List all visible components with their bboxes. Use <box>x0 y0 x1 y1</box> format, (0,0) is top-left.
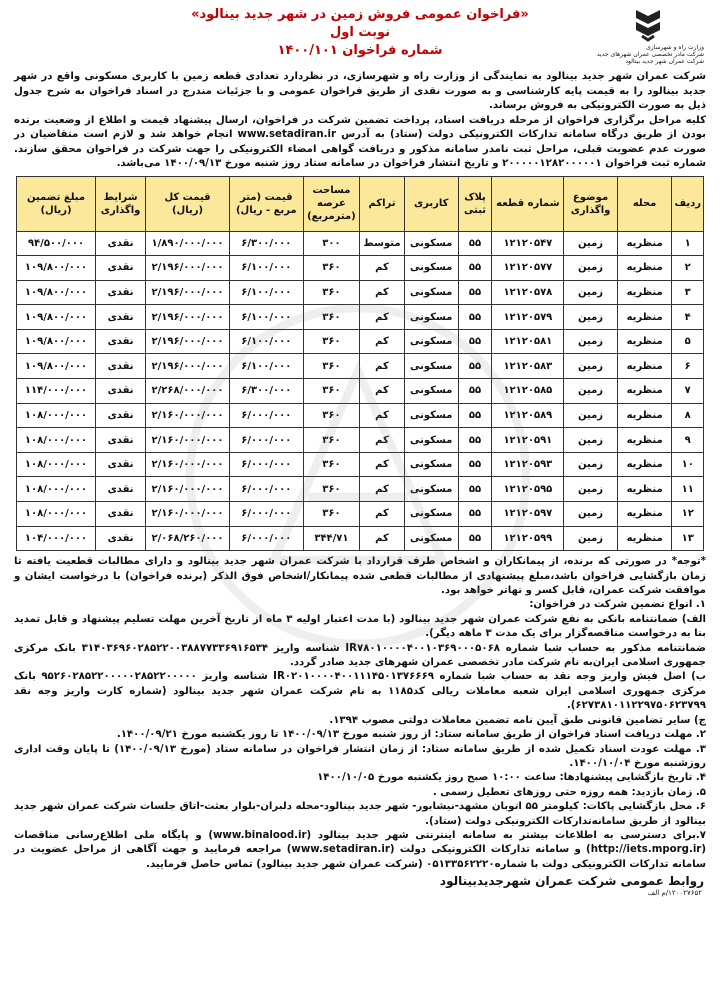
table-cell: کم <box>360 305 405 330</box>
table-cell: ۱۰۹/۸۰۰/۰۰۰ <box>17 329 96 354</box>
table-cell: ۲/۱۹۶/۰۰۰/۰۰۰ <box>146 329 230 354</box>
table-cell: ۱۲۱۲۰۵۸۳ <box>492 354 564 379</box>
logo-line-3: شرکت عمران شهر جدید بینالود <box>625 58 704 65</box>
table-cell: کم <box>360 452 405 477</box>
note-item: الف) ضمانتنامه بانکی به نفع شرکت عمران شهر جدید بینالود (با مدت اعتبار اولیه ۳ ماه از تاریخ آخرین مهلت تسلیم پیشنهاد و قابل تمدید بنا به درخواست مناقصه‌گزار برای یک مدت ۳ ماهه دیگر). <box>14 613 707 640</box>
table-cell: ۳۶۰ <box>303 452 360 477</box>
table-row <box>17 502 704 527</box>
header <box>8 6 712 70</box>
note-item: ۷.برای دسترسی به اطلاعات بیشتر به سامانه اینترنتی شهر جدید بینالود (www.binalood.ir) و پایگاه ملی اطلاع‌رسانی مناقصات (http://iets.mporg.ir) و سامانه تدارکات الکترونیکی دولت (www.setadiran.ir) مراجعه فرمایید و جهت آگاهی از مراحل عضویت در سامانه تدارکات الکترونیکی دولت با شماره۰۵۱۳۳۵۶۲۲۲۰ (شرکت عمران شهر جدید بینالود) تماس حاصل فرمایید. <box>14 829 706 870</box>
table-cell: ۱۲۱۲۰۵۸۹ <box>492 403 564 428</box>
table-row <box>17 280 704 305</box>
table-cell: ۵۵ <box>458 403 492 428</box>
table-cell: منظریه <box>617 305 672 330</box>
table-cell: ۵۵ <box>458 329 492 354</box>
table-cell: ۵۵ <box>458 477 492 502</box>
table-cell: زمین <box>564 329 617 354</box>
table-cell: کم <box>360 502 405 527</box>
header-cell: کاربری <box>404 176 458 231</box>
intro-paragraph-2: کلیه مراحل برگزاری فراخوان از مرحله دریافت اسناد، پرداخت تضمین شرکت در فراخوان، ارسال پیشنهاد قیمت و اطلاع از وضعیت برنده بودن از طریق درگاه سامانه تدارکات الکترونیکی دولت (ستاد) به آدرس www.setadiran.ir انجام خواهد شد و لازم است متقاضیان در صورت عدم عضویت قبلی، مراحل ثبت نامدر سامانه مذکور و دریافت گواهی امضاء الکترونیکی را جهت شرکت در فراخوان محقق سازند. شماره ثبت فراخوان ۲۰۰۰۰۰۱۲۸۲۰۰۰۰۰۱ و تاریخ انتشار فراخوان در سامانه ستاد روز شنبه مورخ ۱۴۰۰/۰۹/۱۳ می‌باشد. <box>14 114 706 169</box>
signature: روابط عمومی شرکت عمران شهرجدیدبینالود <box>439 874 704 889</box>
header-cell: مبلغ تضمین (ریال) <box>17 176 96 231</box>
table-cell: ۳۶۰ <box>303 305 360 330</box>
table-cell: ۱۲۱۲۰۵۹۳ <box>492 452 564 477</box>
table-cell: زمین <box>564 305 617 330</box>
table-cell: ۲/۱۶۰/۰۰۰/۰۰۰ <box>146 428 230 453</box>
table-cell: ۵ <box>672 329 704 354</box>
table-cell: کم <box>360 428 405 453</box>
table-header-row <box>17 176 704 231</box>
header-cell: محله <box>617 176 672 231</box>
header-cell: پلاک ثبتی <box>458 176 492 231</box>
table-cell: ۱۲ <box>672 502 704 527</box>
note-item: ضمانتنامه مذکور به حساب شبا شماره IR۷۸۰۱۰۰۰۰۴۰۰۱۰۳۶۹۰۰۰۵۰۶۸ شناسه واریز ۳۱۴۰۳۶۹۶۰۲۸۵۲۲۰۰۳۸۸۷۷۳۳۶۹۱۶۵۳۴ بانک مرکزی جمهوری اسلامی ایران‌به نام شرکت مادر تخصصی عمران شهرهای جدید صادر گردد. <box>14 642 706 669</box>
table-cell: ۳۶۰ <box>303 329 360 354</box>
table-cell: ۱ <box>672 231 704 256</box>
header-cell: موضوع واگذاری <box>564 176 617 231</box>
table-row <box>17 379 704 404</box>
header-cell: قیمت کل (ریال) <box>146 176 230 231</box>
table-cell: کم <box>360 256 405 281</box>
table-row <box>17 329 704 354</box>
note-item: ۶. محل بازگشایی پاکات: کیلومتر ۵۵ اتوبان مشهد-نیشابور- شهر جدید بینالود-محله دلبران-بلوار بعثت-اتاق جلسات شرکت عمران شهر جدید بینالود از طریق سامانه‌تدارکات الکترونیکی دولت (ستاد). <box>14 801 706 827</box>
header-cell: شرایط واگذاری <box>96 176 146 231</box>
table-cell: مسکونی <box>404 256 458 281</box>
table-cell: ۱۰۸/۰۰۰/۰۰۰ <box>17 403 96 428</box>
table-cell: مسکونی <box>404 502 458 527</box>
table-cell: نقدی <box>96 502 146 527</box>
table-cell: ۲/۱۶۰/۰۰۰/۰۰۰ <box>146 403 230 428</box>
table-row <box>17 231 704 256</box>
table-cell: ۳۰۰ <box>303 231 360 256</box>
table-cell: ۵۵ <box>458 305 492 330</box>
table-cell: نقدی <box>96 231 146 256</box>
logo-caption <box>574 44 704 65</box>
ministry-logo <box>574 6 704 70</box>
table-cell: ۶/۰۰۰/۰۰۰ <box>229 502 303 527</box>
table-row <box>17 452 704 477</box>
table-cell: ۶/۱۰۰/۰۰۰ <box>229 256 303 281</box>
table-cell: نقدی <box>96 428 146 453</box>
table-cell: ۳۶۰ <box>303 477 360 502</box>
table-cell: ۵۵ <box>458 428 492 453</box>
table-cell: ۵۵ <box>458 231 492 256</box>
table-cell: ۱۰۸/۰۰۰/۰۰۰ <box>17 502 96 527</box>
intro-paragraph-1: شرکت عمران شهر جدید بینالود به نمایندگی از وزارت راه و شهرسازی، در نظردارد تعدادی قطعه زمین با کاربری مسکونی واقع در شهر جدید بینالود را به قیمت پایه کارشناسی و به صورت نقدی از طریق فراخوان عمومی و با جزئیات مندرج در اسناد فراخوان به شرح جدول ذیل به صورت الکترونیکی به فروش برساند. <box>14 71 706 111</box>
table-cell: ۴ <box>672 305 704 330</box>
note-item: ۲. مهلت دریافت اسناد فراخوان از طریق سامانه ستاد: از روز شنبه مورخ ۱۴۰۰/۰۹/۱۳ تا روز یکشنبه مورخ ۱۴۰۰/۰۹/۲۱. <box>116 729 706 741</box>
notes-section <box>8 555 712 872</box>
table-cell: ۲/۱۶۰/۰۰۰/۰۰۰ <box>146 502 230 527</box>
table-cell: ۱۲۱۲۰۵۹۵ <box>492 477 564 502</box>
table-cell: ۲ <box>672 256 704 281</box>
table-cell: مسکونی <box>404 280 458 305</box>
table-cell: نقدی <box>96 379 146 404</box>
table-cell: ۲/۱۹۶/۰۰۰/۰۰۰ <box>146 354 230 379</box>
table-cell: زمین <box>564 231 617 256</box>
table-cell: ۶/۱۰۰/۰۰۰ <box>229 354 303 379</box>
table-cell: ۱۰۹/۸۰۰/۰۰۰ <box>17 354 96 379</box>
table-cell: ۳۶۰ <box>303 403 360 428</box>
table-cell: ۱۲۱۲۰۵۹۷ <box>492 502 564 527</box>
table-cell: منظریه <box>617 403 672 428</box>
table-cell: ۷ <box>672 379 704 404</box>
table-cell: ۱۲۱۲۰۵۹۱ <box>492 428 564 453</box>
table-row <box>17 305 704 330</box>
table-cell: نقدی <box>96 477 146 502</box>
table-cell: مسکونی <box>404 354 458 379</box>
note-item: ۳. مهلت عودت اسناد تکمیل شده از طریق سامانه ستاد: از زمان انتشار فراخوان در سامانه ستاد (مورخ ۱۴۰۰/۰۹/۱۳) تا پایان وقت اداری روزشنبه مورخ ۱۴۰۰/۱۰/۰۴. <box>14 743 706 769</box>
table-cell: منظریه <box>617 231 672 256</box>
table-cell: ۱۰۹/۸۰۰/۰۰۰ <box>17 280 96 305</box>
note-item: *توجه* در صورتی که برنده، از پیمانکاران و اشخاص طرف قرارداد با شرکت عمران شهر جدید بینالود و دارای مطالبات قطعیت یافته تا زمان بازگشایی فراخوان باشد،مبلغ پیشنهادی از مطالبات قطعی شده پیمانکار/اشخاص فوق الذکر (برنده فراخوان) با درخواست ایشان و موافقت شرکت عمران، قابل کسر و تهاتر خواهد بود. <box>14 556 706 597</box>
table-cell: ۱۳ <box>672 526 704 551</box>
note-item: ج) سایر تضامین قانونی طبق آیین نامه تضمین معاملات دولتی مصوب ۱۳۹۴. <box>329 714 706 726</box>
table-cell: مسکونی <box>404 477 458 502</box>
table-cell: ۶/۱۰۰/۰۰۰ <box>229 305 303 330</box>
note-item: ب) اصل فیش واریز وجه نقد به حساب شبا شماره IR۰۲۰۱۰۰۰۰۴۰۰۱۱۱۴۵۰۱۳۷۶۶۶۹ شناسه واریز ۹۵۲۶۰۲۸۵۲۲۰۰۰۰۰۲۸۵۲۲۰۰۰۰۰ بانک مرکزی جمهوری اسلامی ایران شعبه معاملات ریالی کد۱۱۸۵ به نام شرکت عمران شهر جدید بینالود (شماره کارت واریز وجه نقد ۶۲۷۳۸۱۰۱۱۲۲۹۷۵۰۶۲۳۷۹۹). <box>14 671 706 712</box>
table-cell: کم <box>360 329 405 354</box>
table-cell: ۳۶۰ <box>303 379 360 404</box>
header-cell: قیمت (متر مربع - ریال) <box>229 176 303 231</box>
table-cell: نقدی <box>96 452 146 477</box>
table-cell: مسکونی <box>404 329 458 354</box>
table-cell: ۵۵ <box>458 379 492 404</box>
table-cell: ۲/۱۹۶/۰۰۰/۰۰۰ <box>146 256 230 281</box>
table-cell: منظریه <box>617 428 672 453</box>
header-cell: شماره قطعه <box>492 176 564 231</box>
table-row <box>17 428 704 453</box>
table-cell: ۱۲۱۲۰۵۹۹ <box>492 526 564 551</box>
table-cell: زمین <box>564 452 617 477</box>
table-cell: کم <box>360 379 405 404</box>
table-cell: کم <box>360 477 405 502</box>
table-cell: منظریه <box>617 280 672 305</box>
table-cell: ۱۰۸/۰۰۰/۰۰۰ <box>17 452 96 477</box>
table-cell: مسکونی <box>404 379 458 404</box>
table-cell: ۳۶۰ <box>303 280 360 305</box>
table-cell: ۵۵ <box>458 526 492 551</box>
table-cell: زمین <box>564 379 617 404</box>
table-row <box>17 477 704 502</box>
table-cell: ۱۰۸/۰۰۰/۰۰۰ <box>17 477 96 502</box>
table-cell: ۲/۲۶۸/۰۰۰/۰۰۰ <box>146 379 230 404</box>
announcement-round: نوبت اول <box>329 25 391 40</box>
table-cell: زمین <box>564 403 617 428</box>
footer-code: ۱۲۰۰۲۷۶۵۲/م الف <box>647 889 702 898</box>
title-block <box>158 6 562 60</box>
table-cell: زمین <box>564 354 617 379</box>
announcement-number: شماره فراخوان ۱۴۰۰/۱۰۱ <box>277 43 443 58</box>
land-table <box>16 176 704 552</box>
table-cell: ۶/۰۰۰/۰۰۰ <box>229 477 303 502</box>
table-cell: ۶/۰۰۰/۰۰۰ <box>229 526 303 551</box>
table-cell: ۶/۰۰۰/۰۰۰ <box>229 428 303 453</box>
table-row <box>17 526 704 551</box>
table-cell: زمین <box>564 477 617 502</box>
table-cell: کم <box>360 526 405 551</box>
table-cell: ۲/۱۶۰/۰۰۰/۰۰۰ <box>146 452 230 477</box>
table-cell: منظریه <box>617 354 672 379</box>
table-cell: ۶/۰۰۰/۰۰۰ <box>229 403 303 428</box>
table-cell: ۲/۱۹۶/۰۰۰/۰۰۰ <box>146 305 230 330</box>
table-cell: ۳۶۰ <box>303 354 360 379</box>
table-cell: ۵۵ <box>458 280 492 305</box>
table-cell: کم <box>360 403 405 428</box>
table-cell: ۹ <box>672 428 704 453</box>
table-cell: ۱۲۱۲۰۵۴۷ <box>492 231 564 256</box>
table-cell: ۶/۰۰۰/۰۰۰ <box>229 452 303 477</box>
table-cell: منظریه <box>617 502 672 527</box>
note-item: ۱. انواع تضمین شرکت در فراخوان: <box>529 599 706 611</box>
table-cell: کم <box>360 280 405 305</box>
table-cell: نقدی <box>96 256 146 281</box>
logo-line-1: وزارت راه و شهرسازی <box>646 44 704 51</box>
table-cell: نقدی <box>96 305 146 330</box>
table-cell: ۳۶۰ <box>303 502 360 527</box>
table-cell: نقدی <box>96 280 146 305</box>
table-cell: ۳۴۴/۷۱ <box>303 526 360 551</box>
note-item: ۴. تاریخ بازگشایی پیشنهادها: ساعت ۱۰:۰۰ صبح روز یکشنبه مورخ ۱۴۰۰/۱۰/۰۵ <box>317 772 706 784</box>
table-cell: نقدی <box>96 403 146 428</box>
table-row <box>17 354 704 379</box>
table-cell: زمین <box>564 256 617 281</box>
table-cell: ۶ <box>672 354 704 379</box>
table-cell: ۱۰ <box>672 452 704 477</box>
table-cell: ۱۰۹/۸۰۰/۰۰۰ <box>17 256 96 281</box>
table-cell: زمین <box>564 280 617 305</box>
announcement-page <box>8 6 712 999</box>
table-cell: متوسط <box>360 231 405 256</box>
table-row <box>17 256 704 281</box>
table-cell: ۵۵ <box>458 452 492 477</box>
note-item: ۵. زمان بازدید: همه روزه حتی روزهای تعطیل رسمی . <box>432 786 706 798</box>
table-cell: ۵۵ <box>458 256 492 281</box>
table-cell: ۱/۸۹۰/۰۰۰/۰۰۰ <box>146 231 230 256</box>
table-cell: ۱۲۱۲۰۵۸۱ <box>492 329 564 354</box>
table-cell: نقدی <box>96 354 146 379</box>
ministry-emblem-icon <box>628 6 668 44</box>
table-cell: مسکونی <box>404 428 458 453</box>
table-cell: نقدی <box>96 526 146 551</box>
table-cell: نقدی <box>96 329 146 354</box>
header-cell: تراکم <box>360 176 405 231</box>
table-cell: ۱۲۱۲۰۵۷۷ <box>492 256 564 281</box>
table-cell: مسکونی <box>404 526 458 551</box>
table-cell: ۲/۰۶۸/۲۶۰/۰۰۰ <box>146 526 230 551</box>
table-cell: منظریه <box>617 256 672 281</box>
table-cell: ۹۴/۵۰۰/۰۰۰ <box>17 231 96 256</box>
table-cell: منظریه <box>617 477 672 502</box>
table-cell: ۶/۳۰۰/۰۰۰ <box>229 231 303 256</box>
table-cell: ۱۲۱۲۰۵۷۹ <box>492 305 564 330</box>
table-cell: ۱۲۱۲۰۵۸۵ <box>492 379 564 404</box>
table-cell: مسکونی <box>404 305 458 330</box>
table-cell: ۸ <box>672 403 704 428</box>
table-cell: منظریه <box>617 329 672 354</box>
header-cell: مساحت عرصه (مترمربع) <box>303 176 360 231</box>
table-cell: ۳ <box>672 280 704 305</box>
logo-line-2: شرکت مادر تخصصی عمران شهرهای جدید <box>596 51 704 58</box>
table-cell: زمین <box>564 428 617 453</box>
table-cell: ۶/۱۰۰/۰۰۰ <box>229 280 303 305</box>
table-cell: ۱۱ <box>672 477 704 502</box>
table-cell: منظریه <box>617 379 672 404</box>
table-cell: ۱۰۹/۸۰۰/۰۰۰ <box>17 305 96 330</box>
table-cell: ۱۰۸/۰۰۰/۰۰۰ <box>17 428 96 453</box>
table-cell: ۱۰۴/۰۰۰/۰۰۰ <box>17 526 96 551</box>
table-cell: ۳۶۰ <box>303 256 360 281</box>
table-cell: ۶/۱۰۰/۰۰۰ <box>229 329 303 354</box>
table-cell: ۱۲۱۲۰۵۷۸ <box>492 280 564 305</box>
table-cell: ۵۵ <box>458 502 492 527</box>
table-cell: ۲/۱۶۰/۰۰۰/۰۰۰ <box>146 477 230 502</box>
table-cell: مسکونی <box>404 231 458 256</box>
table-cell: زمین <box>564 526 617 551</box>
table-cell: مسکونی <box>404 403 458 428</box>
table-cell: ۵۵ <box>458 354 492 379</box>
table-cell: منظریه <box>617 526 672 551</box>
table-cell: ۱۱۴/۰۰۰/۰۰۰ <box>17 379 96 404</box>
announcement-title: «فراخوان عمومی فروش زمین در شهر جدید بینالود» <box>191 7 529 22</box>
table-body <box>17 231 704 551</box>
table-row <box>17 403 704 428</box>
table-cell: کم <box>360 354 405 379</box>
table-cell: زمین <box>564 502 617 527</box>
table-cell: ۲/۱۹۶/۰۰۰/۰۰۰ <box>146 280 230 305</box>
header-cell: ردیف <box>672 176 704 231</box>
table-cell: ۳۶۰ <box>303 428 360 453</box>
table-cell: ۶/۳۰۰/۰۰۰ <box>229 379 303 404</box>
table-cell: منظریه <box>617 452 672 477</box>
table-cell: مسکونی <box>404 452 458 477</box>
